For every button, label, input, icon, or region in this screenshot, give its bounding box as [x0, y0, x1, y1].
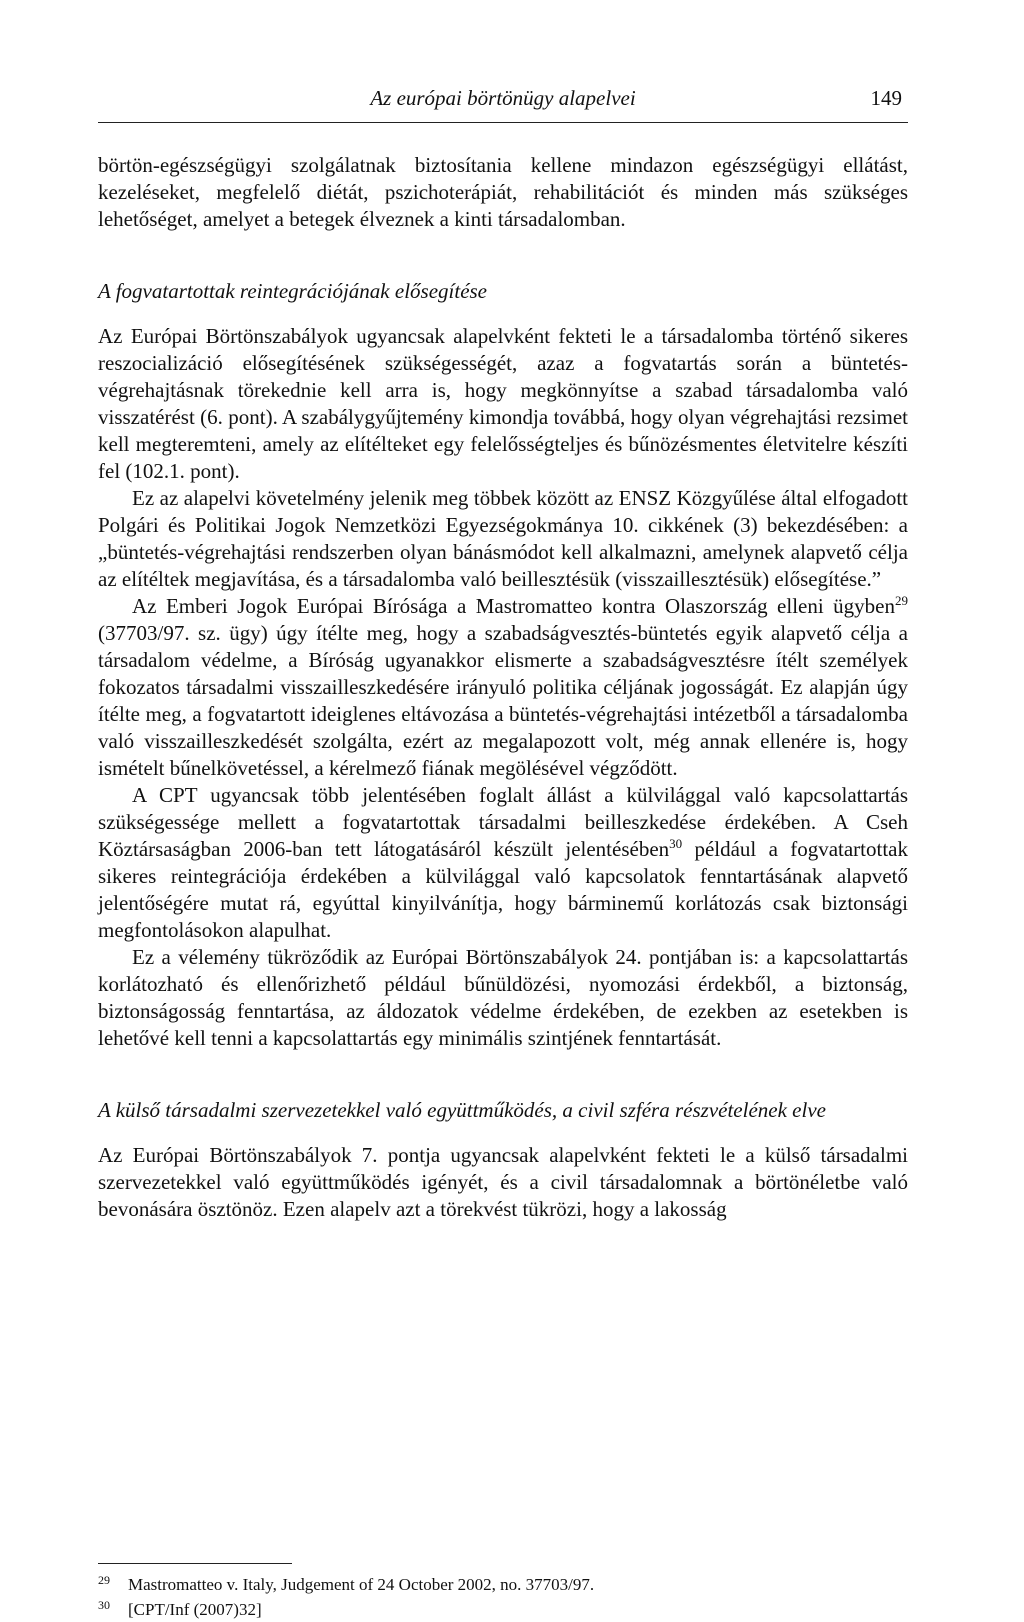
page-header [98, 84, 908, 114]
footnote-ref: 30 [669, 836, 683, 851]
running-title: Az európai börtönügy alapelvei [370, 86, 636, 110]
footnotes [98, 1572, 908, 1622]
paragraph-continued: börtön-egészségügyi szolgálatnak biztosítania kellene mindazon egészségügyi ellátást, kezeléseket, megfelelő diétát, pszichoterápiát, rehabilitációt és minden más szükséges lehetőséget, amelyet a betegek élveznek a kinti társadalomban. [98, 153, 908, 231]
paragraph: Ez az alapelvi követelmény jelenik meg többek között az ENSZ Közgyűlése által elfogadott Polgári és Politikai Jogok Nemzetközi Egyezségokmánya 10. cikkének (3) bekezdésében: a „büntetés-végrehajtási rendszerben olyan bánásmódot kell alkalmazni, amelynek alapvető célja az elítéltek megjavítása, és a társadalomba való beillesztésük (visszaillesztésük) elősegítése.” [98, 486, 908, 591]
footnote-rule [98, 1563, 292, 1564]
paragraph-text: például a fogvatartottak sikeres reintegrációja érdekében a külvilággal való kapcsolatok fenntartásának alapvető jelentőségére mutat rá, egyúttal kinyilvánítja, hogy bárminemű korlátozás csak biztonsági megfontolásokon alapulhat. [98, 837, 908, 942]
footnote-ref: 29 [895, 593, 908, 608]
paragraph-text: (37703/97. sz. ügy) úgy ítélte meg, hogy a szabadságvesztés-büntetés egyik alapvető célja a társadalom védelme, a Bíróság ugyanakkor elismerte a szabadságvesztésre ítélt személyek fokozatos társadalmi visszailleszkedésére irányuló politika céljának jogosságát. Ez alapján úgy ítélte meg, a fogvatartott ideiglenes eltávozása a büntetés-végrehajtási intézetből a társadalomba való visszailleszkedését szolgálta, ezért az megalapozott volt, még annak ellenére is, hogy ismételt bűnelkövetéssel, a kérelmező fiának megölésével végződött. [98, 621, 908, 780]
paragraph [98, 593, 908, 782]
footnote [98, 1597, 908, 1622]
paragraph: Az Európai Börtönszabályok ugyancsak alapelvként fekteti le a társadalomba történő sikeres reszocializáció elősegítésének szükségességét, azaz a fogvatartás során a büntetés-végrehajtásnak törekednie kell arra is, hogy megkönnyítse a szabad társadalomba való visszatérést (6. pont). A szabálygyűjtemény kimondja továbbá, hogy olyan végrehajtási rezsimet kell megteremteni, amely az elítélteket egy felelősségteljes és bűnözésmentes életvitelre készíti fel (102.1. pont). [98, 324, 908, 483]
paragraph-text: A CPT ugyancsak több jelentésében foglalt állást a külvilággal való kapcsolattartás szükségessége mellett a fogvatartottak társadalmi beilleszkedése érdekében. A Cseh Köztársaságban 2006-ban tett látogatásáról készült jelentésében [98, 783, 908, 861]
paragraph-text: Az Emberi Jogok Európai Bírósága a Mastromatteo kontra Olaszország elleni ügyben [132, 594, 895, 618]
footnote [98, 1572, 908, 1597]
paragraph [98, 782, 908, 944]
page-number: 149 [870, 86, 902, 110]
body-text [98, 152, 908, 1223]
paragraph: Az Európai Börtönszabályok 7. pontja ugyancsak alapelvként fekteti le a külső társadalmi szervezetekkel való együttműködés igényét, és a civil társadalomnak a börtönéletbe való bevonására ösztönöz. Ezen alapelv azt a törekvést tükrözi, hogy a lakosság [98, 1143, 908, 1221]
section-heading-reintegration: A fogvatartottak reintegrációjának elősegítése [98, 279, 488, 303]
header-rule [98, 122, 908, 123]
footnote-text: [CPT/Inf (2007)32] [128, 1600, 262, 1619]
footnote-number: 29 [98, 1573, 110, 1587]
footnote-number: 30 [98, 1598, 110, 1612]
footnote-text: Mastromatteo v. Italy, Judgement of 24 October 2002, no. 37703/97. [128, 1575, 595, 1594]
section-heading-civil-cooperation: A külső társadalmi szervezetekkel való együttműködés, a civil szféra részvételének elve [98, 1098, 826, 1122]
paragraph: Ez a vélemény tükröződik az Európai Börtönszabályok 24. pontjában is: a kapcsolattartás korlátozható és ellenőrizhető például bűnüldözési, nyomozási érdekből, a biztonság, biztonságosság fenntartása, az áldozatok védelme érdekében, de ezekben az esetekben is lehetővé kell tenni a kapcsolattartás egy minimális szintjének fenntartását. [98, 945, 908, 1050]
